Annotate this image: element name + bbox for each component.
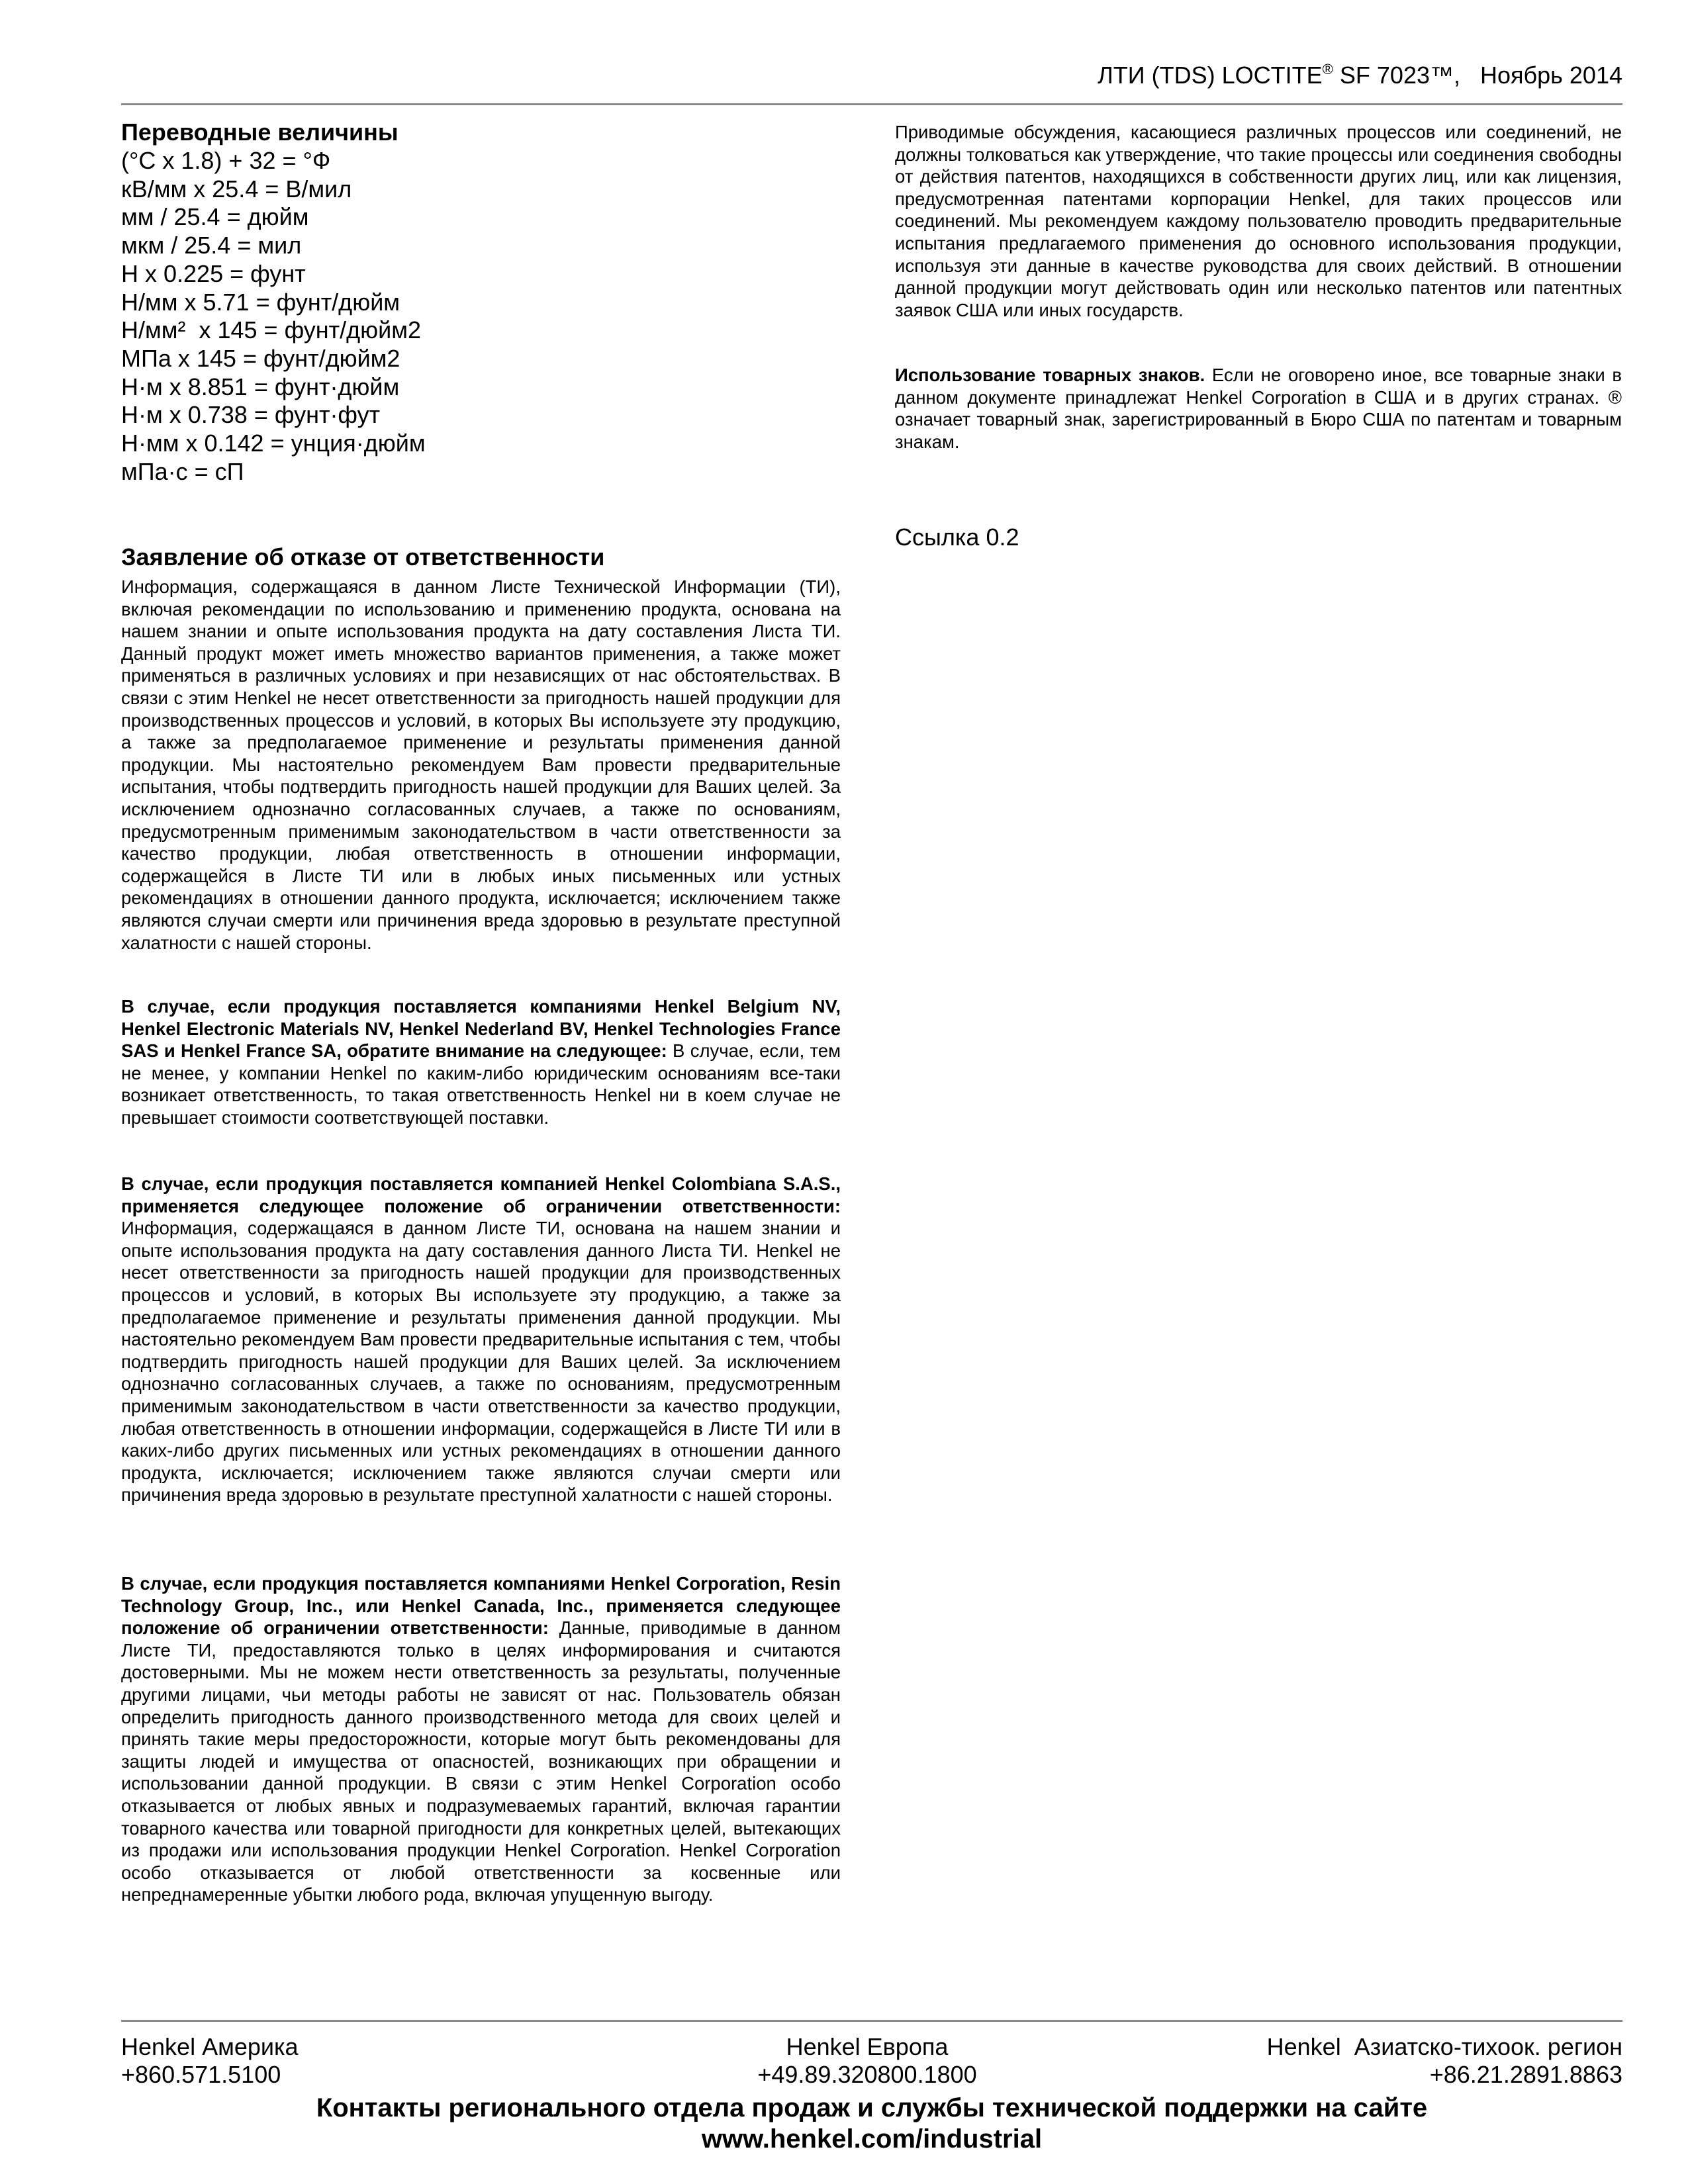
region-name: Henkel Америка [121, 2033, 299, 2060]
disclaimer-europe-text: В случае, если, тем не менее, у компании Henkel по каким-либо юридическим основаниям все-таки возникает ответственность, то такая ответственность Henkel ни в коем случае не превышает стоимости соответствующей поставки. [121, 1040, 841, 1128]
conversion-line: Н/мм x 5.71 = фунт/дюйм [121, 288, 400, 316]
conversion-line: Н·мм x 0.142 = унция·дюйм [121, 430, 426, 457]
conversion-line: Н·м x 8.851 = фунт·дюйм [121, 373, 400, 400]
disclaimer-colombia-text: Информация, содержащаяся в данном Листе ТИ, основана на нашем знании и опыте использования продукта на дату составления данного Листа ТИ. Henkel не несет ответственности за пригодность нашей продукции для производственных процессов и условий, в которых Вы используете эту продукцию, а также за предполагаемое применение и результаты применения данной продукции. Мы настоятельно рекомендуем Вам провести предварительные испытания с тем, чтобы подтвердить пригодность нашей продукции для Ваших целей. За исключением однозначно согласованных случаев, а также по основаниям, предусмотренным применимым законодательством в части ответственности за качество продукции, любая ответственность в отношении информации, содержащейся в Листе ТИ или в каких-либо других письменных или устных рекомендациях в отношении данного продукта, исключается; исключением также являются случаи смерти или причинения вреда здоровью в результате преступной халатности с нашей стороны. [121, 1218, 841, 1506]
region-phone: +86.21.2891.8863 [1429, 2061, 1622, 2088]
registered-mark: ® [1322, 61, 1333, 77]
conversions-section [121, 118, 843, 486]
disclaimer-heading: Заявление об отказе от ответственности [121, 543, 605, 570]
conversion-line: кВ/мм x 25.4 = В/мил [121, 175, 352, 203]
conversion-line: мкм / 25.4 = мил [121, 232, 302, 259]
conversion-line: (°C x 1.8) + 32 = °Ф [121, 147, 331, 174]
header-divider [121, 103, 1622, 105]
disclaimer-paragraph-colombia [121, 1173, 841, 1506]
disclaimer-europe-lead: В случае, если продукция поставляется компаниями Henkel Belgium NV, Henkel Electronic Materials NV, Henkel Nederland BV, Henkel Technologies France SAS и Henkel France SA, обратите внимание на следующее: [121, 996, 841, 1062]
header-title-suffix: SF 7023™, Ноябрь 2014 [1333, 62, 1622, 89]
trademark-paragraph [895, 364, 1622, 453]
conversion-line: мПа·с = сП [121, 457, 244, 485]
conversion-line: Н/мм² x 145 = фунт/дюйм2 [121, 316, 422, 344]
trademark-lead: Использование товарных знаков. [895, 365, 1205, 385]
footer-region-asia-pacific [1267, 2033, 1622, 2089]
contacts-text: Контакты регионального отдела продаж и службы технической поддержки на сайте [316, 2093, 1428, 2122]
patents-paragraph: Приводимые обсуждения, касающиеся различных процессов или соединений, не должны толковаться как утверждение, что такие процессы или соединения свободны от действия патентов, находящихся в собственности других лиц, или как лицензия, предусмотренная патентами корпорации Henkel, для таких процессов или соединений. Мы рекомендуем каждому пользователю проводить предварительные испытания предлагаемого применения до основного использования продукции, используя эти данные в качестве руководства для своих действий. В отношении данной продукции могут действовать один или несколько патентов или патентных заявок США или иных государств. [895, 122, 1622, 320]
region-name: Henkel Европа [786, 2033, 949, 2060]
disclaimer-paragraph-general: Информация, содержащаяся в данном Листе Технической Информации (ТИ), включая рекомендации по использованию и применению продукта, основана на нашем знании и опыте использования продукта на дату составления Листа ТИ. Данный продукт может иметь множество вариантов применения, а также может применяться в различных условиях и при независящих от нас обстоятельствах. В связи с этим Henkel не несет ответственности за пригодность нашей продукции для производственных процессов и условий, в которых Вы используете эту продукцию, а также за предполагаемое применение и результаты применения данной продукции. Мы настоятельно рекомендуем Вам провести предварительные испытания, чтобы подтвердить пригодность нашей продукции для Ваших целей. За исключением однозначно согласованных случаев, а также по основаниям, предусмотренным применимым законодательством в части ответственности за качество продукции, любая ответственность в отношении информации, содержащейся в Листе ТИ или в любых иных письменных или устных рекомендациях в отношении данного продукта, исключается; исключением также являются случаи смерти или причинения вреда здоровью в результате преступной халатности с нашей стороны. [121, 576, 841, 953]
disclaimer-usa-text: Данные, приводимые в данном Листе ТИ, предоставляются только в целях информирования и считаются достоверными. Мы не можем нести ответственность за результаты, полученные другими лицами, чьи методы работы не зависят от нас. Пользователь обязан определить пригодность данного производственного метода для своих целей и принять такие меры предосторожности, которые могут быть рекомендованы для защиты людей и имущества от опасностей, возникающих при обращении и использовании данной продукции. В связи с этим Henkel Corporation особо отказывается от любых явных и подразумеваемых гарантий, включая гарантии товарного качества или товарной пригодности для конкретных целей, вытекающих из продажи или использования продукции Henkel Corporation. Henkel Corporation особо отказывается от любой ответственности за косвенные или непреднамеренные убытки любого рода, включая упущенную выгоду. [121, 1617, 841, 1905]
conversion-line: Н·м x 0.738 = фунт·фут [121, 401, 381, 429]
footer-contacts [121, 2093, 1622, 2155]
region-phone: +860.571.5100 [121, 2061, 281, 2088]
disclaimer-paragraph-usa [121, 1572, 841, 1906]
region-name: Henkel Азиатско-тихоок. регион [1266, 2033, 1622, 2060]
reference-number: Ссылка 0.2 [895, 523, 1019, 551]
footer-region-europe [662, 2033, 1072, 2089]
footer-region-americas [121, 2033, 299, 2089]
website-link[interactable]: www.henkel.com/industrial [701, 2124, 1043, 2154]
document-header [1098, 61, 1622, 90]
header-title-prefix: ЛТИ (TDS) LOCTITE [1098, 62, 1323, 89]
footer-divider [121, 2020, 1622, 2022]
disclaimer-usa-lead: В случае, если продукция поставляется компаниями Henkel Corporation, Resin Technology Group, Inc., или Henkel Canada, Inc., применяется следующее положение об ограничении ответственности: [121, 1573, 841, 1639]
conversion-line: МПа x 145 = фунт/дюйм2 [121, 344, 400, 372]
conversion-line: мм / 25.4 = дюйм [121, 203, 309, 231]
conversions-heading: Переводные величины [121, 118, 399, 146]
conversion-line: Н x 0.225 = фунт [121, 259, 306, 287]
disclaimer-colombia-lead: В случае, если продукция поставляется компанией Henkel Colombiana S.A.S., применяется следующее положение об ограничении ответственности: [121, 1173, 841, 1216]
trademark-text: Если не оговорено иное, все товарные знаки в данном документе принадлежат Henkel Corporation в США и в других странах. ® означает товарный знак, зарегистрированный в Бюро США по патентам и товарным знакам. [895, 365, 1622, 452]
region-phone: +49.89.320800.1800 [757, 2061, 977, 2088]
disclaimer-paragraph-europe [121, 995, 841, 1129]
